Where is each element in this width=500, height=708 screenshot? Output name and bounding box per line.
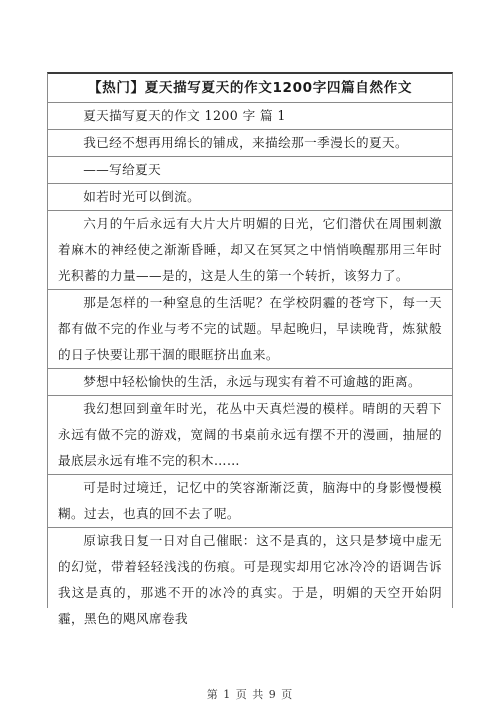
paragraph: 原谅我日复一日对自己催眠：这不是真的，这只是梦境中虚无的幻觉，带着轻轻浅浅的伤痕。可是现实却用它冰冷冷的语调告诉我这是真的，那逃不开的冰冷的真实。于是，明媚的天空开始阴霾，黑色的飓风席卷我 [58, 533, 442, 626]
paragraph: 我已经不想再用绵长的铺成，来描绘那一季漫长的夏天。 [48, 130, 452, 157]
paragraph: 我幻想回到童年时光，花丛中天真烂漫的模样。晴朗的天碧下永远有做不完的游戏，宽阔的书桌前永远有摆不开的漫画，抽屉的最底层永远有堆不完的积木…… [48, 396, 452, 475]
paragraph: 那是怎样的一种窒息的生活呢？在学校阴霾的苍穹下，每一天都有做不完的作业与考不完的试题。早起晚归，早读晚背，炼狱般的日子快要让那干涸的眼眶挤出血来。 [48, 290, 452, 369]
section-heading: 夏天描写夏天的作文 1200 字 篇 1 [48, 103, 452, 130]
article-table [47, 72, 453, 626]
paragraph: 如若时光可以倒流。 [48, 184, 452, 211]
page-number: 第 1 页 共 9 页 [206, 688, 294, 701]
paragraph: ——写给夏天 [48, 157, 452, 184]
paragraph: 六月的午后永远有大片大片明媚的日光，它们潜伏在周围刺激着麻木的神经使之渐渐昏睡，却又在冥冥之中悄悄唤醒那用三年时光积蓄的力量——是的，这是人生的第一个转折，该努力了。 [48, 211, 452, 290]
article-title: 【热门】夏天描写夏天的作文1200字四篇自然作文 [48, 74, 452, 103]
paragraph: 梦想中轻松愉快的生活，永远与现实有着不可逾越的距离。 [48, 369, 452, 396]
paragraph: 可是时过境迁，记忆中的笑容渐渐泛黄，脑海中的身影慢慢模糊。过去，也真的回不去了呢。 [48, 475, 452, 528]
